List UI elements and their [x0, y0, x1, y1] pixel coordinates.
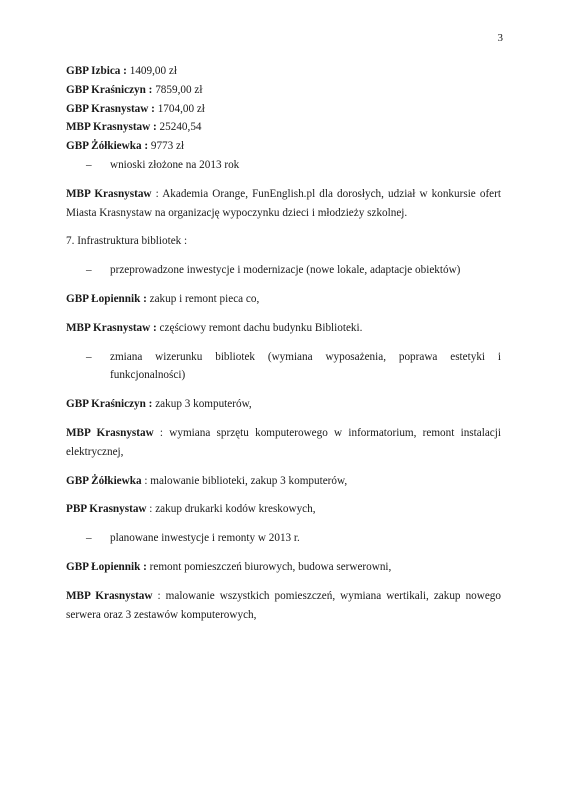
item-zolkiewka-malowanie: GBP Żółkiewka : malowanie biblioteki, zakup 3 komputerów,: [66, 474, 348, 487]
item-krasniczyn-komputery: GBP Kraśniczyn : zakup 3 komputerów,: [66, 398, 252, 411]
item-pbp-drukarki: PBP Krasnystaw : zakup drukarki kodów kreskowych,: [66, 503, 316, 516]
budget-item-krasniczyn: GBP Kraśniczyn : 7859,00 zł: [66, 83, 203, 96]
paragraph-mbp-malowanie: MBP Krasnystaw : malowanie wszystkich pomieszczeń, wymiana wertikali, zakup nowego serwera oraz 3 zestawów komputerowych,: [66, 589, 501, 621]
item-lopiennik-piec: GBP Łopiennik : zakup i remont pieca co,: [66, 292, 260, 305]
budget-item-gbp-krasnystaw: GBP Krasnystaw : 1704,00 zł: [66, 102, 205, 115]
document-body: [66, 62, 501, 624]
bullet-inwestycje: – przeprowadzone inwestycje i modernizacje (nowe lokale, adaptacje obiektów): [86, 264, 461, 277]
bullet-wizerunek: – zmiana wizerunku bibliotek (wymiana wyposażenia, poprawa estetyki i funkcjonalności): [86, 350, 501, 382]
budget-item-zolkiewka: GBP Żółkiewka : 9773 zł: [66, 140, 185, 153]
paragraph-mbp-akademia: MBP Krasnystaw : Akademia Orange, FunEnglish.pl dla dorosłych, udział w konkursie ofert Miasta Krasnystaw na organizację wypoczynku dzieci i młodzieży szkolnej.: [66, 187, 501, 219]
bullet-planowane: – planowane inwestycje i remonty w 2013 r.: [86, 532, 300, 545]
item-mbp-dach: MBP Krasnystaw : częściowy remont dachu budynku Biblioteki.: [66, 321, 363, 334]
section-heading-infrastruktura: 7. Infrastruktura bibliotek :: [66, 235, 188, 248]
bullet-wnioski: – wnioski złożone na 2013 rok: [86, 158, 240, 171]
budget-item-izbica: GBP Izbica : 1409,00 zł: [66, 65, 177, 77]
page-number: 3: [497, 32, 503, 44]
item-lopiennik-remont: GBP Łopiennik : remont pomieszczeń biurowych, budowa serwerowni,: [66, 560, 392, 573]
budget-item-mbp-krasnystaw: MBP Krasnystaw : 25240,54: [66, 121, 202, 134]
paragraph-mbp-sprzet: MBP Krasnystaw : wymiana sprzętu komputerowego w informatorium, remont instalacji elektrycznej,: [66, 426, 501, 458]
